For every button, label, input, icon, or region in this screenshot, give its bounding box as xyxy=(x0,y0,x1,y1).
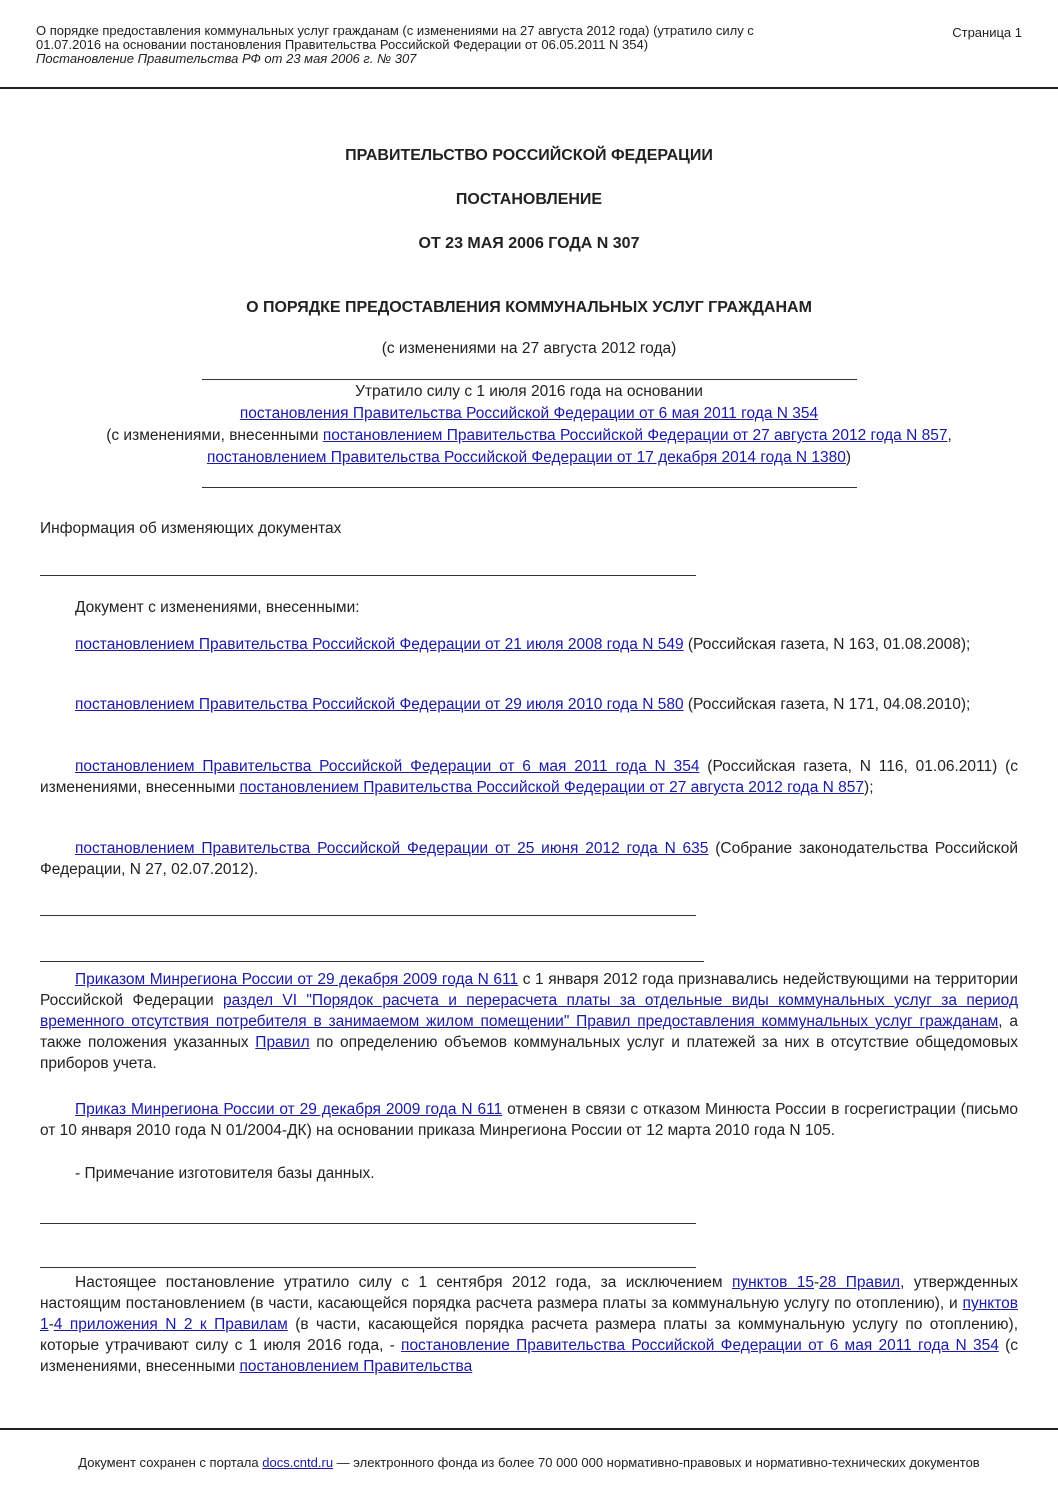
repeal-text: Настоящее постановление утратило силу с 1 сентября 2012 года, за исключением xyxy=(75,1274,732,1291)
order-611-link[interactable]: Приказом Минрегиона России от 29 декабря 2009 года N 611 xyxy=(75,971,519,988)
note-end-divider xyxy=(40,1223,696,1224)
repeal-box-top-rule xyxy=(202,379,857,380)
repeal-changes-prefix: (с изменениями, внесенными xyxy=(106,427,323,444)
footer-text: — электронного фонда из более 70 000 000 нормативно-правовых и нормативно-технических документов xyxy=(333,1455,980,1470)
order-611-cancel-link[interactable]: Приказ Минрегиона России от 29 декабря 2009 года N 611 xyxy=(75,1101,503,1118)
points-15-link[interactable]: пунктов 15 xyxy=(731,1274,814,1291)
resolution-continued-link[interactable]: постановлением Правительства xyxy=(239,1358,473,1375)
info-heading: Информация об изменяющих документах xyxy=(40,520,342,537)
amendment-857-link[interactable]: постановлением Правительства Российской Федерации от 27 августа 2012 года N 857 xyxy=(322,427,948,444)
title-date: ОТ 23 МАЯ 2006 ГОДА N 307 xyxy=(418,235,640,252)
repeal-paragraph xyxy=(40,1272,1018,1377)
amendment-item xyxy=(40,756,1018,798)
header-doc-title-line1: О порядке предоставления коммунальных услуг гражданам (с изменениями на 27 августа 2012 года) (утратило силу с xyxy=(36,23,754,38)
header-doc-reference: Постановление Правительства РФ от 23 мая 2006 г. № 307 xyxy=(36,51,417,66)
note-text: отменен в связи с отказом Минюста России в госрегистрации (письмо от 10 января 2010 года N 01/2004-ДК) на основании приказа Минрегиона России от 12 марта 2010 года N 105. xyxy=(40,1101,1018,1139)
header-doc-title-line2: 01.07.2016 на основании постановления Правительства Российской Федерации от 06.05.2011 N 354) xyxy=(36,37,649,52)
note-text: , а также положения указанных xyxy=(40,1013,1018,1051)
amendment-549-link[interactable]: постановлением Правительства Российской Федерации от 21 июля 2008 года N 549 xyxy=(75,636,684,653)
repeal-text: (с изменениями, внесенными xyxy=(40,1337,1018,1375)
amendment-item xyxy=(40,634,1018,655)
amendment-item xyxy=(40,694,1018,715)
amendment-354-end: ); xyxy=(864,779,874,796)
database-note-paragraph xyxy=(40,1099,1018,1141)
page-header xyxy=(36,24,866,66)
amendment-item xyxy=(40,838,1018,880)
info-divider xyxy=(40,575,696,576)
footer-divider xyxy=(0,1428,1058,1430)
final-start-divider xyxy=(40,1267,696,1268)
footer-text: Документ сохранен с портала xyxy=(78,1455,263,1470)
amendment-635-link[interactable]: постановлением Правительства Российской Федерации от 25 июня 2012 года N 635 xyxy=(75,840,709,857)
note-text: по определению объемов коммунальных услуг и платежей за них в отсутствие общедомовых приборов учета. xyxy=(40,1034,1019,1072)
amendment-549-source: (Российская газета, N 163, 01.08.2008); xyxy=(683,636,971,653)
amend-intro: Документ с изменениями, внесенными: xyxy=(75,599,360,616)
page-footer xyxy=(0,1455,1058,1470)
amendment-580-source: (Российская газета, N 171, 04.08.2010); xyxy=(683,696,971,713)
header-divider xyxy=(0,87,1058,89)
dash: - xyxy=(48,1316,54,1333)
repeal-box xyxy=(0,381,1058,469)
dash: - xyxy=(814,1274,820,1291)
page-number: Страница 1 xyxy=(952,25,1022,40)
amendments-end-divider xyxy=(40,915,696,916)
database-note-paragraph xyxy=(40,969,1018,1074)
title-subject: О ПОРЯДКЕ ПРЕДОСТАВЛЕНИЯ КОММУНАЛЬНЫХ УСЛУГ ГРАЖДАНАМ xyxy=(246,299,812,316)
note-start-divider xyxy=(40,961,704,962)
repeal-text: , утвержденных настоящим постановлением (в части, касающейся порядка расчета размера платы за коммунальную услугу по отоплению), и xyxy=(40,1274,1018,1312)
amendment-354-link[interactable]: постановлением Правительства Российской Федерации от 6 мая 2011 года N 354 xyxy=(75,758,700,775)
rules-link[interactable]: Правил xyxy=(255,1034,310,1051)
title-kind: ПОСТАНОВЛЕНИЕ xyxy=(455,191,603,208)
repeal-text: (в части, касающейся порядка расчета размера платы за коммунальную услугу по отоплению), которые утрачивают силу с 1 июля 2016 года, - xyxy=(40,1316,1019,1354)
repeal-comma: , xyxy=(947,427,952,444)
resolution-354-link[interactable]: постановление Правительства Российской Федерации от 6 мая 2011 года N 354 xyxy=(401,1337,999,1354)
repeal-basis-link[interactable]: постановления Правительства Российской Федерации от 6 мая 2011 года N 354 xyxy=(239,405,819,422)
repeal-line: Утратило силу с 1 июля 2016 года на основании xyxy=(355,383,703,400)
repeal-close-paren: ) xyxy=(845,449,852,466)
section-vi-link[interactable]: раздел VI "Порядок расчета и перерасчета платы за отдельные виды коммунальных услуг за период временного отсутствия потребителя в занимаемом жилом помещении" Правил предоставления коммунальных услуг гражданам xyxy=(40,992,1018,1030)
edition-note: (с изменениями на 27 августа 2012 года) xyxy=(381,340,677,357)
appendix-2-link[interactable]: 4 приложения N 2 к Правилам xyxy=(53,1316,288,1333)
points-28-rules-link[interactable]: 28 Правил xyxy=(819,1274,901,1291)
note-signature: - Примечание изготовителя базы данных. xyxy=(75,1165,375,1182)
amendment-1380-link[interactable]: постановлением Правительства Российской Федерации от 17 декабря 2014 года N 1380 xyxy=(206,449,846,466)
amendment-580-link[interactable]: постановлением Правительства Российской Федерации от 29 июля 2010 года N 580 xyxy=(75,696,684,713)
title-government: ПРАВИТЕЛЬСТВО РОССИЙСКОЙ ФЕДЕРАЦИИ xyxy=(345,147,713,164)
note-text: с 1 января 2012 года признавались недействующими на территории Российской Федерации xyxy=(40,971,1019,1009)
portal-link[interactable]: docs.cntd.ru xyxy=(262,1455,334,1470)
points-1-link[interactable]: пунктов 1 xyxy=(40,1295,1018,1333)
amendment-354-source: (Российская газета, N 116, 01.06.2011) (с изменениями, внесенными xyxy=(40,758,1018,796)
repeal-box-bottom-rule xyxy=(202,487,857,488)
amendment-635-source: (Собрание законодательства Российской Федерации, N 27, 02.07.2012). xyxy=(40,840,1019,878)
amendment-857-link-inline[interactable]: постановлением Правительства Российской Федерации от 27 августа 2012 года N 857 xyxy=(239,779,865,796)
